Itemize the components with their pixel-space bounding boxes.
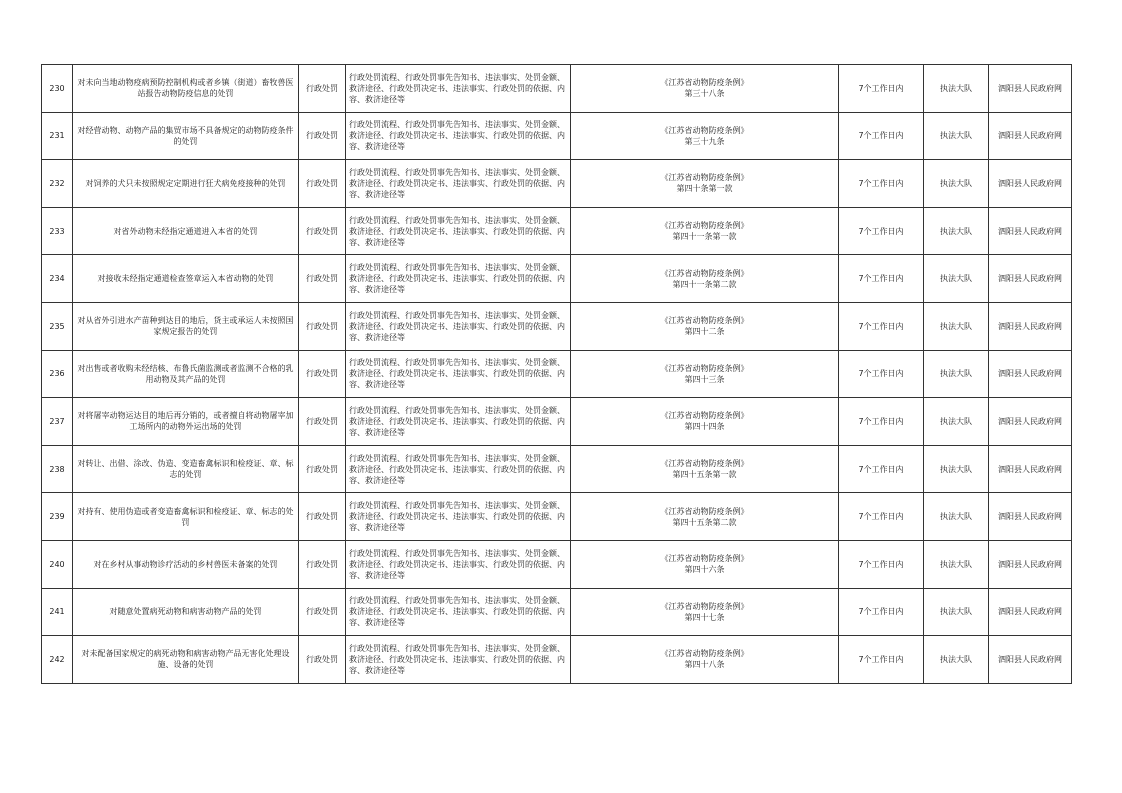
disclosure-channel: 泗阳县人民政府网 (989, 445, 1072, 493)
responsible-department: 执法大队 (924, 350, 989, 398)
table-body (42, 65, 1072, 684)
item-type: 行政处罚 (299, 493, 346, 541)
basis-article: 第四十一条第一款 (672, 232, 737, 242)
penalty-item: 对未配备国家规定的病死动物和病害动物产品无害化处理设施、设备的处罚 (73, 636, 299, 684)
table-row (42, 636, 1072, 684)
disclosure-time: 7个工作日内 (839, 112, 924, 160)
legal-basis (571, 588, 839, 636)
disclosure-channel: 泗阳县人民政府网 (989, 302, 1072, 350)
disclosure-content: 行政处罚流程、行政处罚事先告知书、违法事实、处罚金额、救济途径、行政处罚决定书、违法事实、行政处罚的依据、内容、救济途径等 (346, 445, 571, 493)
item-type: 行政处罚 (299, 207, 346, 255)
table-row (42, 160, 1072, 208)
responsible-department: 执法大队 (924, 445, 989, 493)
basis-title: 《江苏省动物防疫条例》 (660, 316, 749, 326)
row-number: 239 (42, 493, 73, 541)
responsible-department: 执法大队 (924, 588, 989, 636)
row-number: 234 (42, 255, 73, 303)
table-row (42, 302, 1072, 350)
basis-article: 第四十一条第二款 (672, 279, 737, 289)
item-type: 行政处罚 (299, 302, 346, 350)
disclosure-content: 行政处罚流程、行政处罚事先告知书、违法事实、处罚金额、救济途径、行政处罚决定书、违法事实、行政处罚的依据、内容、救济途径等 (346, 588, 571, 636)
item-type: 行政处罚 (299, 112, 346, 160)
basis-article: 第三十八条 (684, 89, 725, 99)
penalty-item: 对未向当地动物疫病预防控制机构或者乡镇（街道）畜牧兽医站报告动物防疫信息的处罚 (73, 65, 299, 113)
table-row (42, 588, 1072, 636)
penalty-item: 对省外动物未经指定通道进入本省的处罚 (73, 207, 299, 255)
basis-title: 《江苏省动物防疫条例》 (660, 173, 749, 183)
item-type: 行政处罚 (299, 350, 346, 398)
disclosure-content: 行政处罚流程、行政处罚事先告知书、违法事实、处罚金额、救济途径、行政处罚决定书、违法事实、行政处罚的依据、内容、救济途径等 (346, 112, 571, 160)
responsible-department: 执法大队 (924, 112, 989, 160)
disclosure-time: 7个工作日内 (839, 350, 924, 398)
basis-article: 第四十五条第二款 (672, 517, 737, 527)
legal-basis (571, 445, 839, 493)
item-type: 行政处罚 (299, 255, 346, 303)
legal-basis (571, 350, 839, 398)
responsible-department: 执法大队 (924, 398, 989, 446)
row-number: 241 (42, 588, 73, 636)
disclosure-channel: 泗阳县人民政府网 (989, 636, 1072, 684)
disclosure-content: 行政处罚流程、行政处罚事先告知书、违法事实、处罚金额、救济途径、行政处罚决定书、违法事实、行政处罚的依据、内容、救济途径等 (346, 398, 571, 446)
row-number: 233 (42, 207, 73, 255)
responsible-department: 执法大队 (924, 636, 989, 684)
table-row (42, 493, 1072, 541)
disclosure-channel: 泗阳县人民政府网 (989, 540, 1072, 588)
legal-basis (571, 302, 839, 350)
responsible-department: 执法大队 (924, 160, 989, 208)
basis-article: 第四十三条 (684, 374, 725, 384)
disclosure-content: 行政处罚流程、行政处罚事先告知书、违法事实、处罚金额、救济途径、行政处罚决定书、违法事实、行政处罚的依据、内容、救济途径等 (346, 350, 571, 398)
disclosure-content: 行政处罚流程、行政处罚事先告知书、违法事实、处罚金额、救济途径、行政处罚决定书、违法事实、行政处罚的依据、内容、救济途径等 (346, 65, 571, 113)
penalty-item: 对持有、使用伪造或者变造畜禽标识和检疫证、章、标志的处罚 (73, 493, 299, 541)
basis-article: 第三十九条 (684, 136, 725, 146)
item-type: 行政处罚 (299, 445, 346, 493)
disclosure-content: 行政处罚流程、行政处罚事先告知书、违法事实、处罚金额、救济途径、行政处罚决定书、违法事实、行政处罚的依据、内容、救济途径等 (346, 636, 571, 684)
penalty-item: 对转让、出借、涂改、伪造、变造畜禽标识和检疫证、章、标志的处罚 (73, 445, 299, 493)
item-type: 行政处罚 (299, 65, 346, 113)
disclosure-channel: 泗阳县人民政府网 (989, 493, 1072, 541)
penalty-disclosure-table (41, 64, 1072, 684)
disclosure-channel: 泗阳县人民政府网 (989, 350, 1072, 398)
disclosure-time: 7个工作日内 (839, 540, 924, 588)
basis-title: 《江苏省动物防疫条例》 (660, 411, 749, 421)
basis-article: 第四十六条 (684, 565, 725, 575)
penalty-item: 对随意处置病死动物和病害动物产品的处罚 (73, 588, 299, 636)
disclosure-channel: 泗阳县人民政府网 (989, 207, 1072, 255)
row-number: 238 (42, 445, 73, 493)
disclosure-content: 行政处罚流程、行政处罚事先告知书、违法事实、处罚金额、救济途径、行政处罚决定书、违法事实、行政处罚的依据、内容、救济途径等 (346, 160, 571, 208)
disclosure-time: 7个工作日内 (839, 160, 924, 208)
row-number: 236 (42, 350, 73, 398)
penalty-item: 对在乡村从事动物诊疗活动的乡村兽医未备案的处罚 (73, 540, 299, 588)
responsible-department: 执法大队 (924, 207, 989, 255)
disclosure-channel: 泗阳县人民政府网 (989, 160, 1072, 208)
responsible-department: 执法大队 (924, 255, 989, 303)
basis-title: 《江苏省动物防疫条例》 (660, 649, 749, 659)
item-type: 行政处罚 (299, 398, 346, 446)
legal-basis (571, 636, 839, 684)
basis-title: 《江苏省动物防疫条例》 (660, 506, 749, 516)
penalty-item: 对从省外引进水产苗种到达目的地后，货主或承运人未按照国家规定报告的处罚 (73, 302, 299, 350)
item-type: 行政处罚 (299, 588, 346, 636)
legal-basis (571, 65, 839, 113)
penalty-item: 对将屠宰动物运达目的地后再分销的，或者擅自将动物屠宰加工场所内的动物外运出场的处罚 (73, 398, 299, 446)
row-number: 237 (42, 398, 73, 446)
legal-basis (571, 207, 839, 255)
disclosure-time: 7个工作日内 (839, 636, 924, 684)
basis-title: 《江苏省动物防疫条例》 (660, 554, 749, 564)
row-number: 240 (42, 540, 73, 588)
legal-basis (571, 540, 839, 588)
table-row (42, 350, 1072, 398)
disclosure-channel: 泗阳县人民政府网 (989, 255, 1072, 303)
legal-basis (571, 493, 839, 541)
row-number: 231 (42, 112, 73, 160)
row-number: 242 (42, 636, 73, 684)
row-number: 230 (42, 65, 73, 113)
basis-article: 第四十七条 (684, 612, 725, 622)
table-row (42, 112, 1072, 160)
basis-title: 《江苏省动物防疫条例》 (660, 221, 749, 231)
responsible-department: 执法大队 (924, 540, 989, 588)
disclosure-time: 7个工作日内 (839, 398, 924, 446)
basis-title: 《江苏省动物防疫条例》 (660, 78, 749, 88)
basis-article: 第四十五条第一款 (672, 470, 737, 480)
disclosure-content: 行政处罚流程、行政处罚事先告知书、违法事实、处罚金额、救济途径、行政处罚决定书、违法事实、行政处罚的依据、内容、救济途径等 (346, 302, 571, 350)
basis-title: 《江苏省动物防疫条例》 (660, 125, 749, 135)
table-row (42, 255, 1072, 303)
table-row (42, 65, 1072, 113)
disclosure-channel: 泗阳县人民政府网 (989, 112, 1072, 160)
legal-basis (571, 160, 839, 208)
disclosure-time: 7个工作日内 (839, 493, 924, 541)
disclosure-time: 7个工作日内 (839, 207, 924, 255)
item-type: 行政处罚 (299, 160, 346, 208)
disclosure-channel: 泗阳县人民政府网 (989, 398, 1072, 446)
item-type: 行政处罚 (299, 636, 346, 684)
legal-basis (571, 255, 839, 303)
table-row (42, 207, 1072, 255)
responsible-department: 执法大队 (924, 65, 989, 113)
responsible-department: 执法大队 (924, 493, 989, 541)
responsible-department: 执法大队 (924, 302, 989, 350)
disclosure-content: 行政处罚流程、行政处罚事先告知书、违法事实、处罚金额、救济途径、行政处罚决定书、违法事实、行政处罚的依据、内容、救济途径等 (346, 540, 571, 588)
table-row (42, 398, 1072, 446)
row-number: 235 (42, 302, 73, 350)
penalty-item: 对接收未经指定通道检查签章运入本省动物的处罚 (73, 255, 299, 303)
disclosure-time: 7个工作日内 (839, 302, 924, 350)
basis-article: 第四十八条 (684, 660, 725, 670)
disclosure-content: 行政处罚流程、行政处罚事先告知书、违法事实、处罚金额、救济途径、行政处罚决定书、违法事实、行政处罚的依据、内容、救济途径等 (346, 255, 571, 303)
row-number: 232 (42, 160, 73, 208)
disclosure-time: 7个工作日内 (839, 588, 924, 636)
table-row (42, 540, 1072, 588)
disclosure-channel: 泗阳县人民政府网 (989, 588, 1072, 636)
disclosure-time: 7个工作日内 (839, 65, 924, 113)
table-row (42, 445, 1072, 493)
penalty-item: 对经营动物、动物产品的集贸市场不具备规定的动物防疫条件的处罚 (73, 112, 299, 160)
basis-title: 《江苏省动物防疫条例》 (660, 363, 749, 373)
disclosure-time: 7个工作日内 (839, 445, 924, 493)
basis-article: 第四十四条 (684, 422, 725, 432)
basis-article: 第四十二条 (684, 327, 725, 337)
basis-title: 《江苏省动物防疫条例》 (660, 459, 749, 469)
disclosure-content: 行政处罚流程、行政处罚事先告知书、违法事实、处罚金额、救济途径、行政处罚决定书、违法事实、行政处罚的依据、内容、救济途径等 (346, 493, 571, 541)
item-type: 行政处罚 (299, 540, 346, 588)
legal-basis (571, 398, 839, 446)
basis-title: 《江苏省动物防疫条例》 (660, 601, 749, 611)
legal-basis (571, 112, 839, 160)
disclosure-content: 行政处罚流程、行政处罚事先告知书、违法事实、处罚金额、救济途径、行政处罚决定书、违法事实、行政处罚的依据、内容、救济途径等 (346, 207, 571, 255)
basis-article: 第四十条第一款 (676, 184, 733, 194)
basis-title: 《江苏省动物防疫条例》 (660, 268, 749, 278)
penalty-item: 对饲养的犬只未按照规定定期进行狂犬病免疫接种的处罚 (73, 160, 299, 208)
disclosure-channel: 泗阳县人民政府网 (989, 65, 1072, 113)
disclosure-time: 7个工作日内 (839, 255, 924, 303)
penalty-item: 对出售或者收购未经结核、布鲁氏菌监测或者监测不合格的乳用动物及其产品的处罚 (73, 350, 299, 398)
